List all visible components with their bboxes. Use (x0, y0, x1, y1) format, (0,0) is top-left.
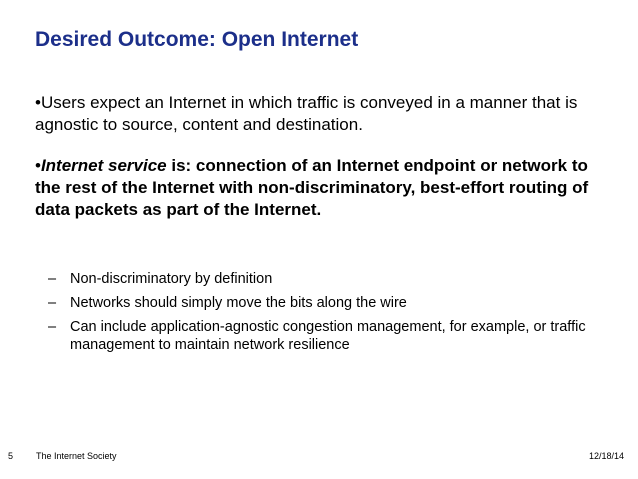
sub-bullet-text: Can include application-agnostic congestion management, for example, or traffic management to maintain network resilience (70, 319, 586, 353)
sub-bullet-text: Networks should simply move the bits along the wire (70, 295, 407, 311)
bullet-marker: • (35, 93, 41, 112)
bullet-users-expect (35, 92, 605, 136)
dash-marker: – (48, 271, 57, 287)
sub-bullet-text: Non-discriminatory by definition (70, 271, 273, 287)
bullet-internet-service (35, 155, 605, 221)
sub-bullet-item (48, 318, 588, 354)
footer-organization: The Internet Society (36, 451, 117, 461)
sub-bullet-item (48, 270, 588, 288)
slide-title: Desired Outcome: Open Internet (35, 28, 359, 51)
dash-marker: – (48, 319, 57, 335)
dash-marker: – (48, 295, 57, 311)
page-number: 5 (8, 451, 14, 461)
bullet-term: Internet service (40, 156, 167, 175)
bullet-text: Users expect an Internet in which traffic is conveyed in a manner that is agnostic to source, content and destination. (35, 93, 578, 134)
bullet-text: is: connection of an Internet endpoint or network to the rest of the Internet with non-discriminatory, best-effort routing of data packets as part of the Internet. (35, 156, 589, 219)
sub-bullet-item (48, 294, 588, 312)
bullet-marker: • (35, 156, 41, 175)
sub-bullet-list (48, 270, 588, 360)
footer-date: 12/18/14 (588, 451, 624, 461)
